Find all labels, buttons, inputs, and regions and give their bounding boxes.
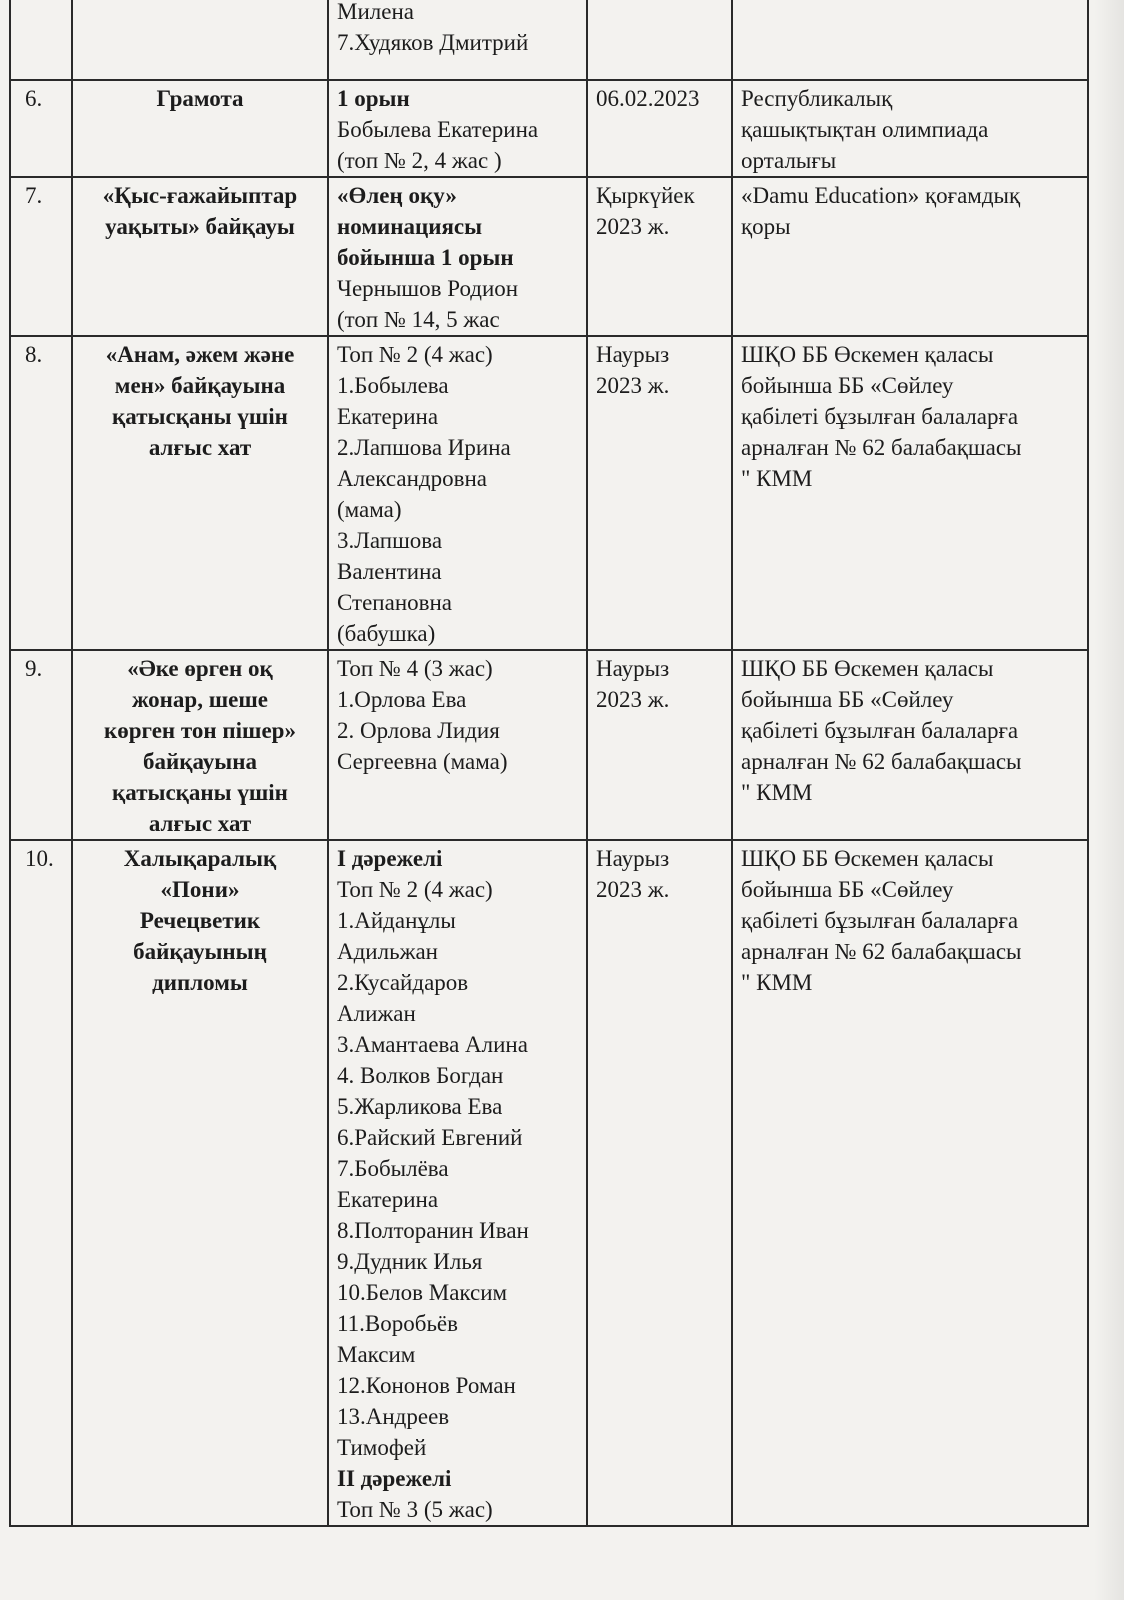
event-name-line: «Анам, әжем және: [105, 342, 295, 367]
event-name-cell: [72, 336, 328, 650]
participant-line: 2.Лапшова Ирина: [337, 435, 511, 460]
row-number-cell: [10, 840, 72, 1526]
date-cell: [587, 336, 732, 650]
participant-line: Валентина: [337, 559, 442, 584]
organizer-cell: [732, 177, 1088, 336]
organizer-line: бойынша ББ «Сөйлеу: [741, 687, 954, 712]
participants-cell: [328, 80, 587, 177]
page-edge-shadow: [1094, 0, 1124, 1600]
participants-cell: [328, 650, 587, 840]
participants-cell: [328, 840, 587, 1526]
table-row: [10, 650, 1088, 840]
organizer-line: орталығы: [741, 148, 837, 173]
participant-line: Сергеевна (мама): [337, 749, 508, 774]
participant-line: Адильжан: [337, 939, 438, 964]
organizer-line: қашықтықтан олимпиада: [741, 117, 989, 142]
organizer-line: қабілеті бұзылған балаларға: [741, 404, 1019, 429]
participants-cell: [328, 0, 587, 80]
participant-line: Александровна: [337, 466, 487, 491]
event-name-line: Грамота: [156, 86, 244, 111]
participant-line: Бобылева Екатерина: [337, 117, 539, 142]
participant-line: 2.Кусайдаров: [337, 970, 469, 995]
organizer-line: бойынша ББ «Сөйлеу: [741, 877, 954, 902]
event-name-line: уақыты» байқауы: [105, 214, 295, 239]
event-name-line: көрген тон пішер»: [104, 718, 296, 743]
event-name-line: «Пони»: [160, 877, 240, 902]
degree-label: ІІ дәрежелі: [337, 1466, 452, 1491]
participant-line: (мама): [337, 497, 402, 522]
result-line: номинациясы: [337, 214, 483, 239]
participant-line: Екатерина: [337, 404, 439, 429]
participant-line: Екатерина: [337, 1187, 439, 1212]
organizer-cell: [732, 336, 1088, 650]
participant-line: 8.Полторанин Иван: [337, 1218, 529, 1243]
event-name-line: байқауына: [142, 749, 258, 774]
organizer-cell: [732, 650, 1088, 840]
participant-line: (бабушка): [337, 621, 436, 646]
result-line: бойынша 1 орын: [337, 245, 514, 270]
table-row: [10, 0, 1088, 80]
table-row: [10, 840, 1088, 1526]
date-line: Қыркүйек: [596, 183, 695, 208]
organizer-line: арналған № 62 балабақшасы: [741, 435, 1022, 460]
participant-line: 9.Дудник Илья: [337, 1249, 483, 1274]
row-number-cell: [10, 0, 72, 80]
event-name-line: Речецветик: [139, 908, 261, 933]
participant-line: Алижан: [337, 1001, 416, 1026]
event-name-line: дипломы: [152, 970, 248, 995]
row-number-cell: [10, 80, 72, 177]
date-line: 2023 ж.: [596, 214, 670, 239]
organizer-cell: [732, 0, 1088, 80]
organizer-line: қоры: [741, 214, 791, 239]
event-name-line: Халықаралық: [123, 846, 277, 871]
participant-line: 1.Айданұлы: [337, 908, 456, 933]
row-number: 7.: [25, 183, 43, 208]
participant-line: 3.Лапшова: [337, 528, 443, 553]
date-cell: [587, 650, 732, 840]
organizer-line: бойынша ББ «Сөйлеу: [741, 373, 954, 398]
participant-line: Топ № 2 (4 жас): [337, 877, 493, 902]
event-name-line: алғыс хат: [148, 435, 252, 460]
participant-line: Топ № 4 (3 жас): [337, 656, 493, 681]
table-row: [10, 177, 1088, 336]
participant-line: 12.Кононов Роман: [337, 1373, 516, 1398]
participants-cell: [328, 336, 587, 650]
event-name-cell: [72, 840, 328, 1526]
organizer-line: ШҚО ББ Өскемен қаласы: [741, 342, 994, 367]
event-name-cell: [72, 177, 328, 336]
participant-line: 6.Райский Евгений: [337, 1125, 523, 1150]
date-line: Наурыз: [596, 342, 670, 367]
row-number: 6.: [25, 86, 43, 111]
table-row: [10, 80, 1088, 177]
participant-line: 1.Бобылева: [337, 373, 449, 398]
event-name-line: мен» байқауына: [114, 373, 286, 398]
participant-line: 5.Жарликова Ева: [337, 1094, 503, 1119]
organizer-line: Республикалық: [741, 86, 893, 111]
date-line: 2023 ж.: [596, 373, 670, 398]
participant-line: Максим: [337, 1342, 416, 1367]
event-name-line: «Әке өрген оқ: [127, 656, 273, 681]
participant-line: Степановна: [337, 590, 452, 615]
result-line: «Өлең оқу»: [337, 183, 457, 208]
organizer-cell: [732, 840, 1088, 1526]
participant-line: Чернышов Родион: [337, 276, 519, 301]
participant-line: 13.Андреев: [337, 1404, 450, 1429]
date-cell: [587, 0, 732, 80]
participant-line: (топ № 14, 5 жас: [337, 307, 500, 332]
organizer-line: арналған № 62 балабақшасы: [741, 749, 1022, 774]
degree-label: І дәрежелі: [337, 846, 443, 871]
row-number-cell: [10, 177, 72, 336]
event-name-line: жонар, шеше: [132, 687, 268, 712]
participant-line: Милена: [337, 0, 414, 24]
organizer-line: арналған № 62 балабақшасы: [741, 939, 1022, 964]
organizer-line: " КММ: [741, 970, 813, 995]
organizer-line: қабілеті бұзылған балаларға: [741, 718, 1019, 743]
participant-line: 7.Бобылёва: [337, 1156, 449, 1181]
date-cell: [587, 80, 732, 177]
participants-cell: [328, 177, 587, 336]
participant-line: 4. Волков Богдан: [337, 1063, 504, 1088]
organizer-line: " КММ: [741, 780, 813, 805]
event-name-line: байқауының: [133, 939, 267, 964]
event-name-line: қатысқаны үшін: [112, 780, 288, 805]
date-line: Наурыз: [596, 656, 670, 681]
event-name-cell: [72, 650, 328, 840]
row-number: 9.: [25, 656, 43, 681]
date-line: 2023 ж.: [596, 687, 670, 712]
row-number-cell: [10, 650, 72, 840]
organizer-line: қабілеті бұзылған балаларға: [741, 908, 1019, 933]
participant-line: Топ № 2 (4 жас): [337, 342, 493, 367]
event-name-cell: [72, 80, 328, 177]
date-line: 2023 ж.: [596, 877, 670, 902]
event-name-line: алғыс хат: [148, 811, 252, 836]
table-row: [10, 336, 1088, 650]
participant-line: 11.Воробьёв: [337, 1311, 458, 1336]
event-name-line: «Қыс-ғажайыптар: [102, 183, 298, 208]
date-cell: [587, 840, 732, 1526]
participant-line: Топ № 3 (5 жас): [337, 1497, 493, 1522]
organizer-line: ШҚО ББ Өскемен қаласы: [741, 846, 994, 871]
participant-line: 1.Орлова Ева: [337, 687, 467, 712]
result-line: 1 орын: [337, 86, 410, 111]
participant-line: 3.Амантаева Алина: [337, 1032, 528, 1057]
row-number: 10.: [25, 846, 54, 871]
event-name-cell: [72, 0, 328, 80]
participant-line: 10.Белов Максим: [337, 1280, 508, 1305]
participant-line: 7.Худяков Дмитрий: [337, 30, 529, 55]
participant-line: Тимофей: [337, 1435, 427, 1460]
date-cell: [587, 177, 732, 336]
date-line: 06.02.2023: [596, 86, 700, 111]
organizer-line: ШҚО ББ Өскемен қаласы: [741, 656, 994, 681]
row-number: 8.: [25, 342, 43, 367]
date-line: Наурыз: [596, 846, 670, 871]
awards-table: [9, 0, 1089, 1527]
organizer-cell: [732, 80, 1088, 177]
organizer-line: " КММ: [741, 466, 813, 491]
organizer-line: «Damu Education» қоғамдық: [741, 183, 1021, 208]
event-name-line: қатысқаны үшін: [112, 404, 288, 429]
awards-table-body: [10, 0, 1088, 1526]
participant-line: (топ № 2, 4 жас ): [337, 148, 502, 173]
participant-line: 2. Орлова Лидия: [337, 718, 500, 743]
row-number-cell: [10, 336, 72, 650]
